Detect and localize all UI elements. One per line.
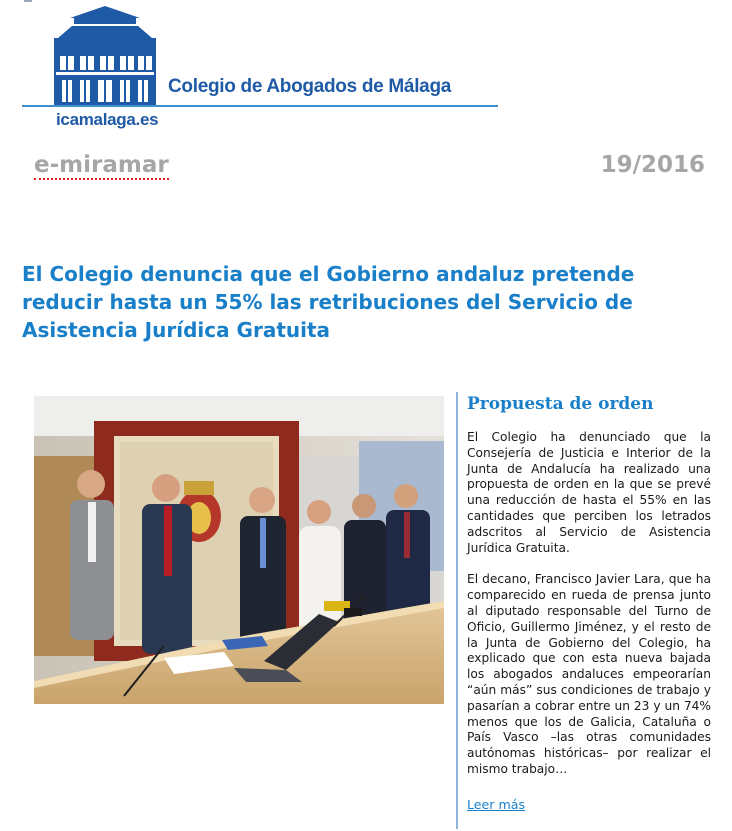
read-more-link[interactable]: Leer más <box>467 796 526 812</box>
newsletter-name <box>34 152 169 178</box>
article-sidebar <box>467 394 711 813</box>
logo-divider <box>22 105 498 107</box>
logo[interactable] <box>22 4 502 132</box>
issue-number: 19/2016 <box>600 152 705 178</box>
org-url[interactable]: icamalaga.es <box>56 110 159 129</box>
org-name: Colegio de Abogados de Málaga <box>168 76 452 97</box>
article-paragraph-2: El decano, Francisco Javier Lara, que ha comparecido en rueda de prensa junto al diputado responsable del Turno de Oficio, Guillermo Jiménez, y el resto de la Junta de Gobierno del Colegio, ha explicado que con esta nueva bajada los abogados andaluces empeorarían “aún más” sus condiciones de trabajo y pasarían a cobrar entre un 23 y un 74% menos que los de Galicia, Cataluña o País Vasco –las otras comunidades autónomas históricas– por realizar el mismo trabajo… <box>467 572 711 776</box>
top-mark <box>24 0 32 2</box>
column-divider <box>456 392 458 829</box>
newsletter-name-text: e-miramar <box>34 152 169 178</box>
article-paragraph-1: El Colegio ha denunciado que la Consejería de Justicia e Interior de la Junta de Andalucía ha realizado una propuesta de orden en la que se prevé una reducción de hasta el 55% en las cantidades que perciben los letrados adscritos al Servicio de Asistencia Jurídica Gratuita. <box>467 430 711 555</box>
press-conference-photo <box>34 396 444 704</box>
section-title: Propuesta de orden <box>467 394 654 414</box>
press-photo-image <box>34 396 444 704</box>
building-icon <box>50 4 160 110</box>
article-headline[interactable]: El Colegio denuncia que el Gobierno andaluz pretende reducir hasta un 55% las retribuciones del Servicio de Asistencia Jurídica Gratuita <box>22 262 635 342</box>
